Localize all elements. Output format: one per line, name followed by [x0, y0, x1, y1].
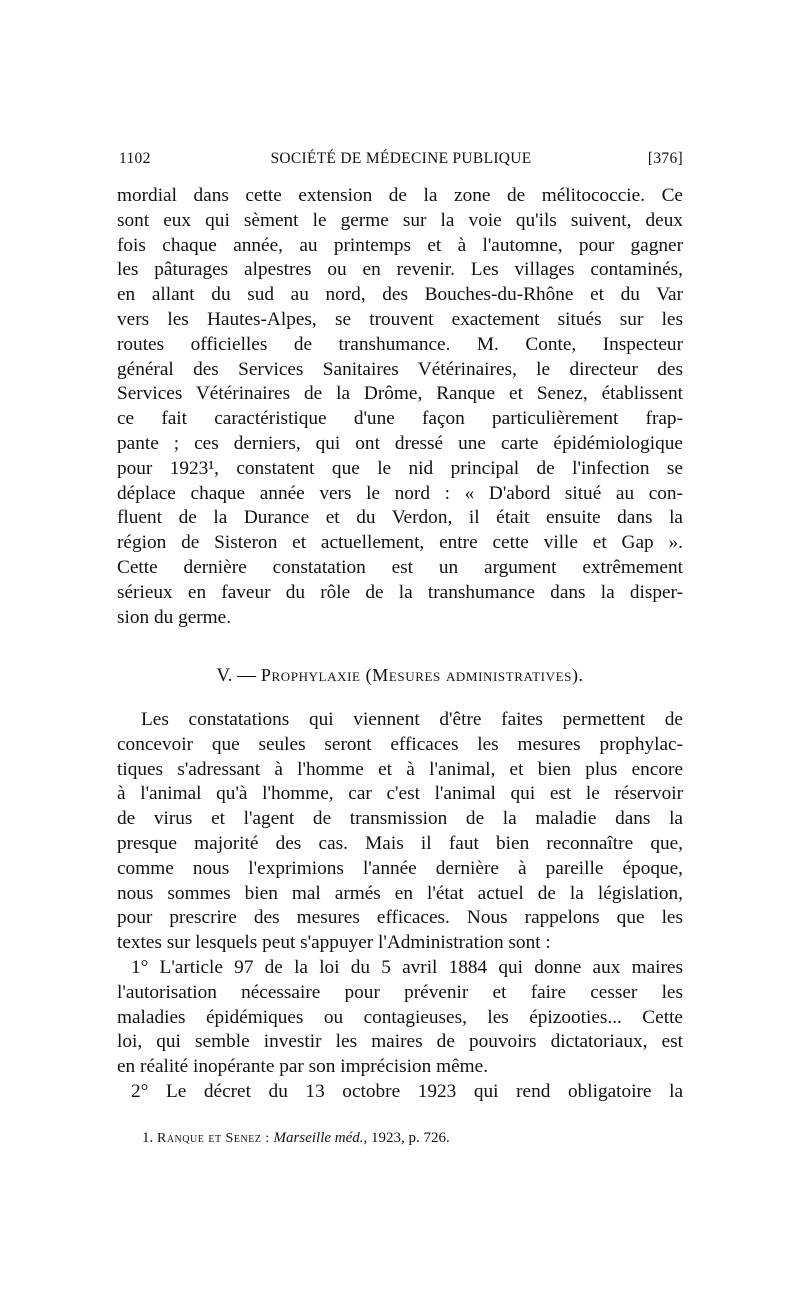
text-line: vers les Hautes-Alpes, se trouvent exactement situés sur les [117, 308, 683, 330]
section-heading [117, 662, 683, 689]
section-numeral: V. — [216, 665, 257, 686]
text-line: fluent de la Durance et du Verdon, il était ensuite dans la [117, 507, 683, 529]
footnote-authors: Ranque et Senez : [157, 1131, 270, 1146]
text-line: sont eux qui sèment le germe sur la voie qu'ils suivent, deux [117, 209, 683, 231]
text-line: général des Services Sanitaires Vétérinaires, le directeur des [117, 358, 683, 380]
text-line: textes sur lesquels peut s'appuyer l'Administration sont : [117, 932, 551, 954]
text-line: à l'animal qu'à l'homme, car c'est l'animal qui est le réservoir [117, 783, 683, 805]
text-line: sion du germe. [117, 606, 232, 628]
text-line: les pâturages alpestres ou en revenir. Les villages contaminés, [117, 259, 683, 281]
text-line: pour 1923¹, constatent que le nid principal de l'infection se [117, 457, 683, 479]
text-line: 2° Le décret du 13 octobre 1923 qui rend obligatoire la [131, 1080, 683, 1102]
text-line: de virus et l'agent de transmission de la maladie dans la [117, 808, 683, 830]
text-line: ce fait caractéristique d'une façon particulièrement frap- [117, 408, 683, 430]
running-title: SOCIÉTÉ DE MÉDECINE PUBLIQUE [270, 150, 532, 167]
running-header [119, 150, 683, 172]
text-line: l'autorisation nécessaire pour prévenir et faire cesser les [117, 981, 683, 1003]
text-line: mordial dans cette extension de la zone de mélitococcie. Ce [117, 185, 683, 206]
text-line: 1° L'article 97 de la loi du 5 avril 1884 qui donne aux maires [131, 956, 683, 978]
text-line: routes officielles de transhumance. M. Conte, Inspecteur [117, 333, 683, 355]
section-title: Prophylaxie (Mesures administratives). [260, 665, 584, 685]
footnote-journal: Marseille méd., [273, 1130, 368, 1146]
text-line: fois chaque année, au printemps et à l'automne, pour gagner [117, 234, 683, 256]
footnote-details: 1923, p. 726. [371, 1130, 450, 1146]
text-line: maladies épidémiques ou contagieuses, les épizooties... Cette [117, 1006, 683, 1028]
paragraph-prophylaxis [117, 708, 683, 1105]
text-line: tiques s'adressant à l'homme et à l'animal, et bien plus encore [117, 758, 683, 780]
page-reference: [376] [647, 150, 683, 167]
page-number: 1102 [119, 150, 151, 167]
text-line: comme nous l'exprimions l'année dernière à pareille époque, [117, 857, 683, 879]
text-line: presque majorité des cas. Mais il faut bien reconnaître que, [117, 832, 683, 854]
text-line: nous sommes bien mal armés en l'état actuel de la législation, [117, 882, 683, 904]
text-line: Les constatations qui viennent d'être faites permettent de [141, 709, 683, 730]
text-line: déplace chaque année vers le nord : « D'abord situé au con- [117, 482, 683, 504]
text-line: en allant du sud au nord, des Bouches-du-Rhône et du Var [117, 284, 683, 306]
text-line: Cette dernière constatation est un argument extrêmement [117, 556, 683, 578]
text-line: pour prescrire des mesures efficaces. Nous rappelons que les [117, 907, 683, 929]
text-line: loi, qui semble investir les maires de pouvoirs dictatoriaux, est [117, 1031, 683, 1053]
text-line: région de Sisteron et actuellement, entre cette ville et Gap ». [117, 532, 683, 554]
text-line: concevoir que seules seront efficaces les mesures prophylac- [117, 733, 683, 755]
text-line: sérieux en faveur du rôle de la transhumance dans la disper- [117, 581, 683, 603]
text-line: Services Vétérinaires de la Drôme, Ranque et Senez, établissent [117, 383, 683, 405]
text-line: pante ; ces derniers, qui ont dressé une carte épidémiologique [117, 432, 683, 454]
paragraph-transhumance [117, 184, 683, 630]
text-line: en réalité inopérante par son imprécision même. [117, 1056, 489, 1078]
footnote-number: 1. [142, 1130, 154, 1146]
footnote [142, 1128, 450, 1149]
